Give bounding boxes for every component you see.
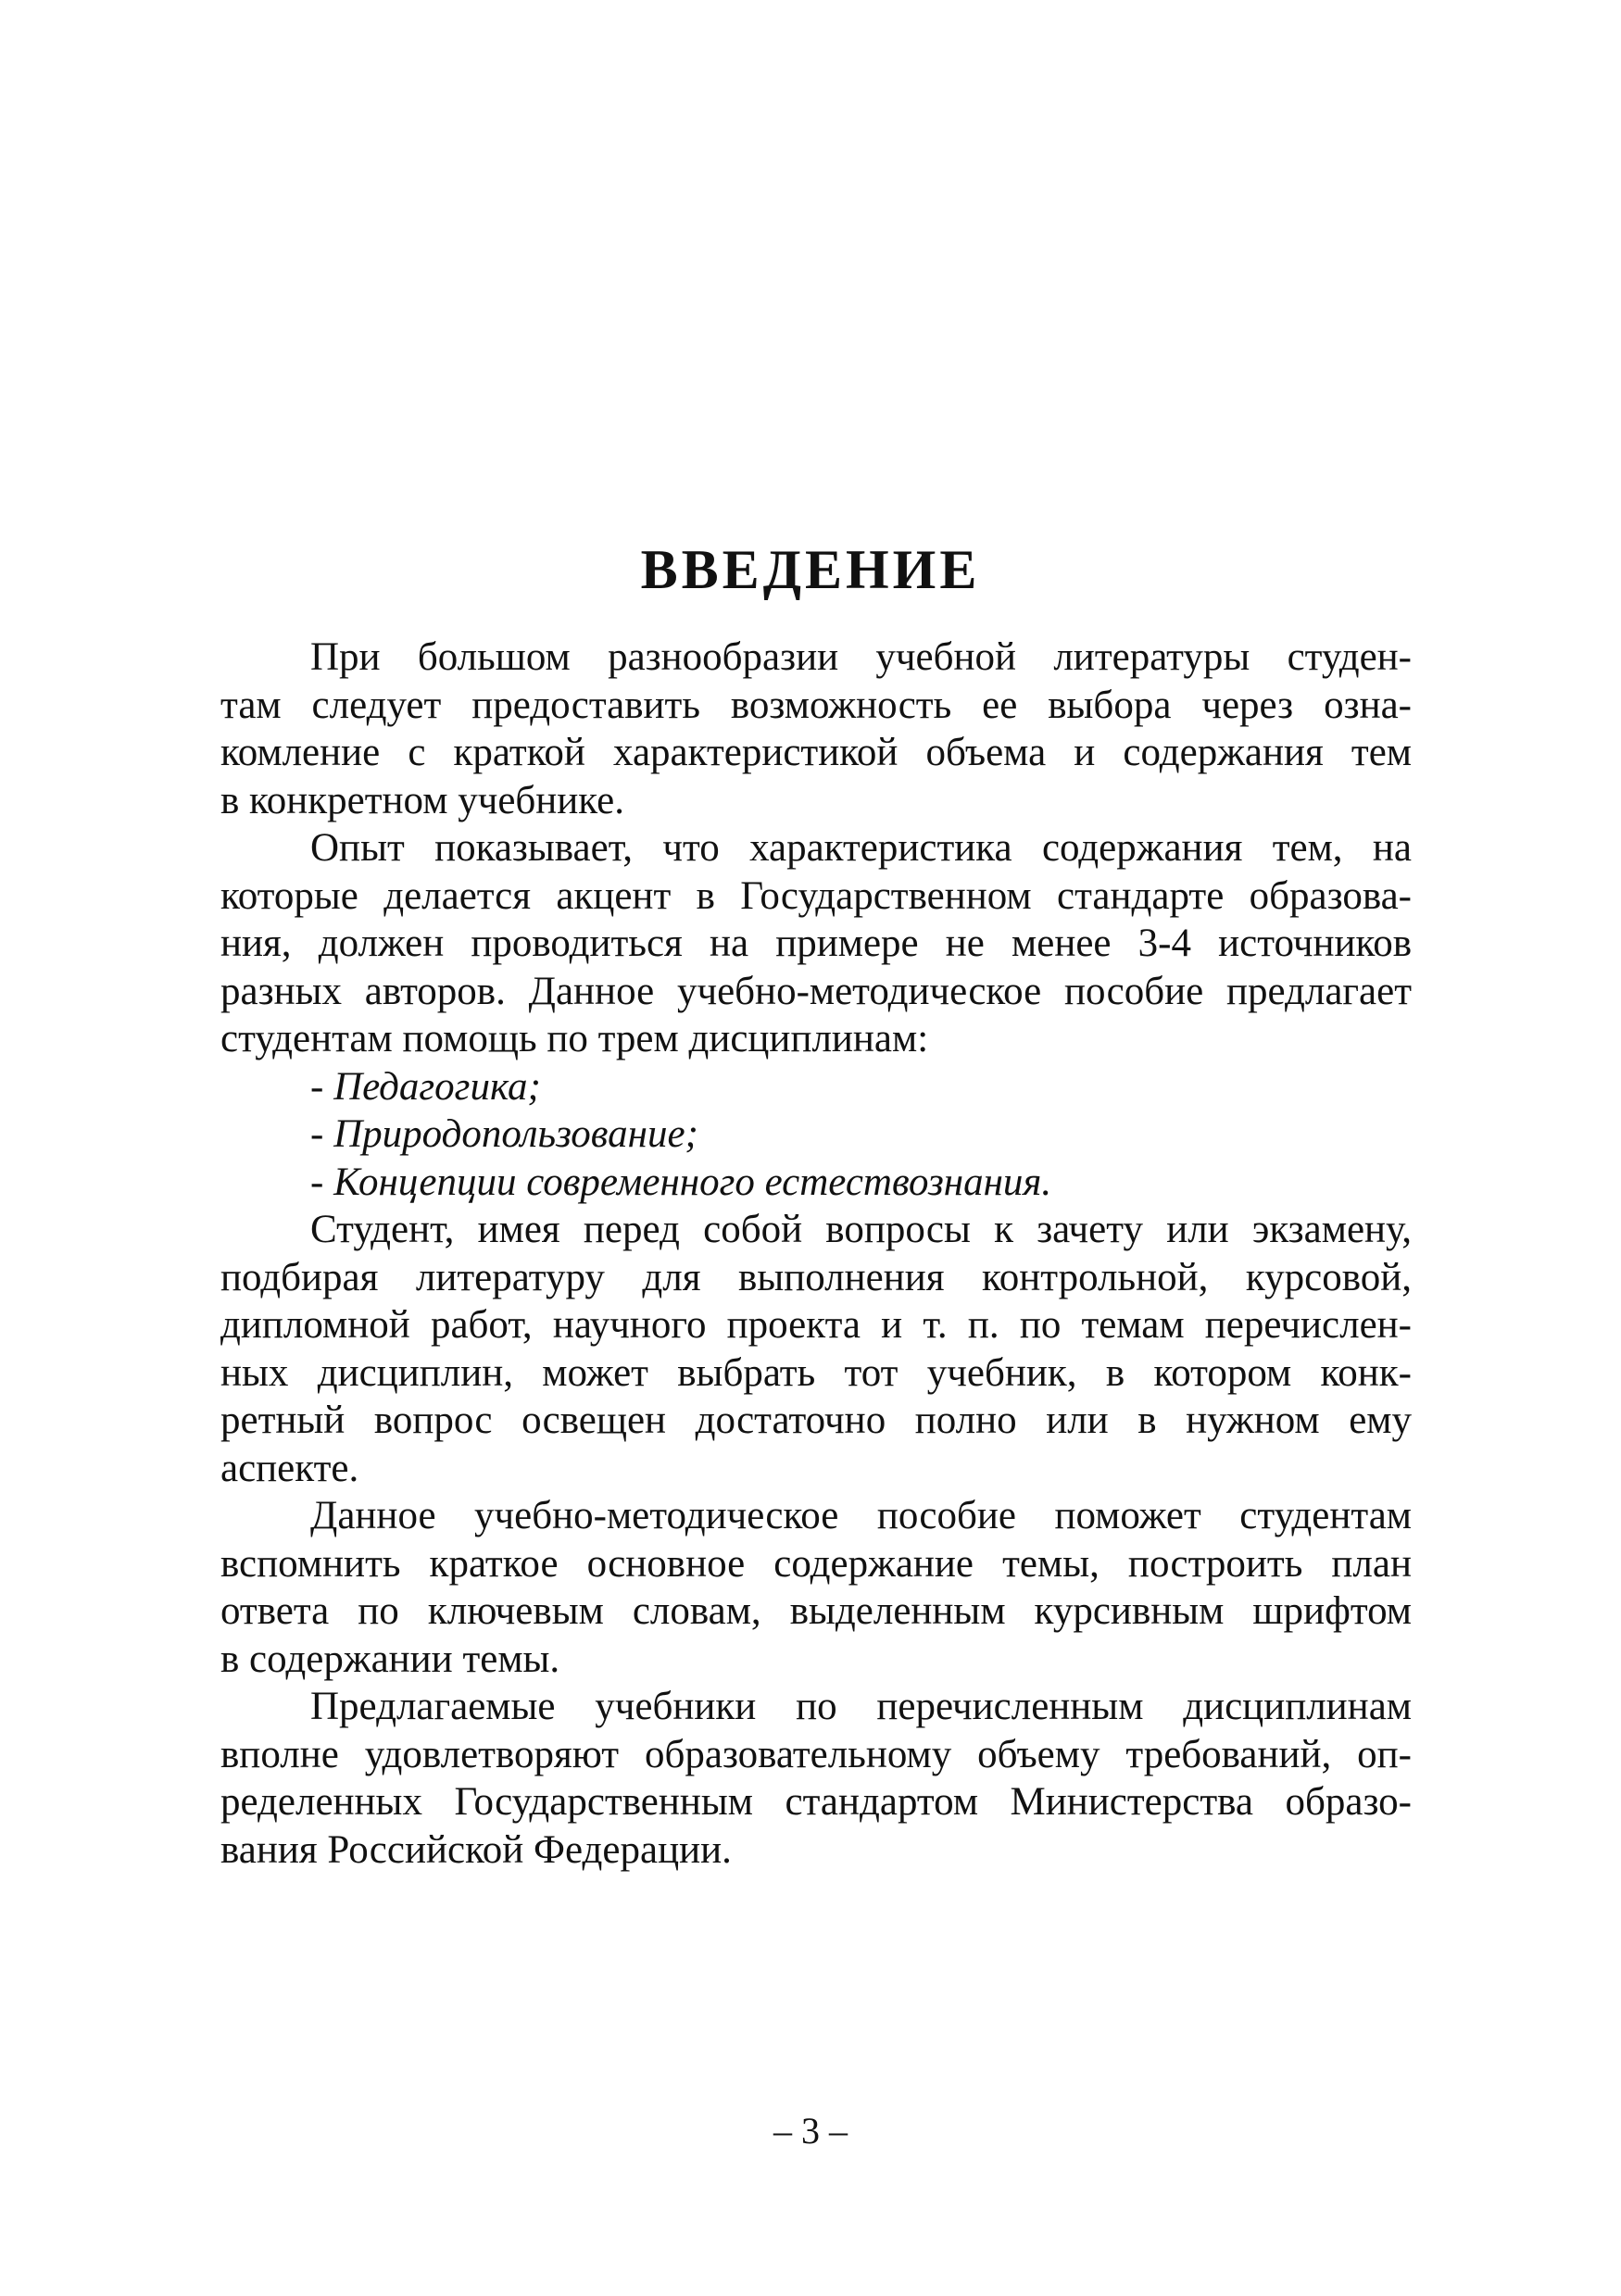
paragraph-3-line: ретный вопрос освещен достаточно полно или в нужном ему: [220, 1399, 1412, 1442]
paragraph-1-line: комление с краткой характеристикой объема и содержания тем: [220, 731, 1412, 774]
paragraph-1-line: в конкретном учебнике.: [220, 778, 624, 822]
paragraph-5-line: вполне удовлетворяют образовательному объему требований, оп-: [220, 1732, 1412, 1776]
discipline-name: Педагогика;: [333, 1064, 541, 1109]
list-dash: -: [310, 1160, 334, 1204]
discipline-list-item: [220, 1063, 1412, 1111]
page-title: ВВЕДЕНИЕ: [640, 539, 981, 600]
paragraph-3-line: Студент, имея перед собой вопросы к зачету или экзамену,: [310, 1208, 1412, 1251]
discipline-name: Концепции современного естествознания.: [333, 1160, 1052, 1204]
paragraph-3-line: дипломной работ, научного проекта и т. п. по темам перечислен-: [220, 1303, 1412, 1347]
paragraph-2-line: Опыт показывает, что характеристика содержания тем, на: [310, 826, 1412, 870]
paragraph-4-line: ответа по ключевым словам, выделенным курсивным шрифтом: [220, 1589, 1412, 1633]
paragraph-5-line: вания Российской Федерации.: [220, 1827, 732, 1872]
discipline-list-item: [220, 1110, 1412, 1159]
paragraph-3-line: подбирая литературу для выполнения контрольной, курсовой,: [220, 1255, 1412, 1299]
discipline-name: Природопользование;: [333, 1112, 698, 1156]
paragraph-5-line: ределенных Государственным стандартом Министерства образо-: [220, 1780, 1412, 1824]
paragraph-2-line: которые делается акцент в Государственном стандарте образова-: [220, 873, 1412, 918]
paragraph-4-line: Данное учебно-методическое пособие поможет студентам: [310, 1494, 1412, 1537]
paragraph-1-line: При большом разнообразии учебной литературы студен-: [310, 635, 1412, 679]
paragraph-4-line: в содержании темы.: [220, 1637, 560, 1681]
paragraph-3-line: аспекте.: [220, 1446, 359, 1490]
paragraph-2-line: студентам помощь по трем дисциплинам:: [220, 1017, 929, 1060]
body-text: [220, 634, 1412, 1874]
paragraph-2-line: разных авторов. Данное учебно-методическое пособие предлагает: [220, 969, 1412, 1013]
paragraph-4-line: вспомнить краткое основное содержание темы, построить план: [220, 1541, 1412, 1586]
paragraph-2-line: ния, должен проводиться на примере не менее 3-4 источников: [220, 922, 1412, 965]
paragraph-1-line: там следует предоставить возможность ее выбора через озна-: [220, 683, 1412, 727]
discipline-list-item: [220, 1159, 1412, 1207]
paragraph-5-line: Предлагаемые учебники по перечисленным дисциплинам: [310, 1685, 1412, 1728]
page-number: – 3 –: [773, 2110, 848, 2152]
list-dash: -: [310, 1064, 334, 1109]
list-dash: -: [310, 1112, 334, 1156]
paragraph-3-line: ных дисциплин, может выбрать тот учебник, в котором конк-: [220, 1350, 1412, 1395]
